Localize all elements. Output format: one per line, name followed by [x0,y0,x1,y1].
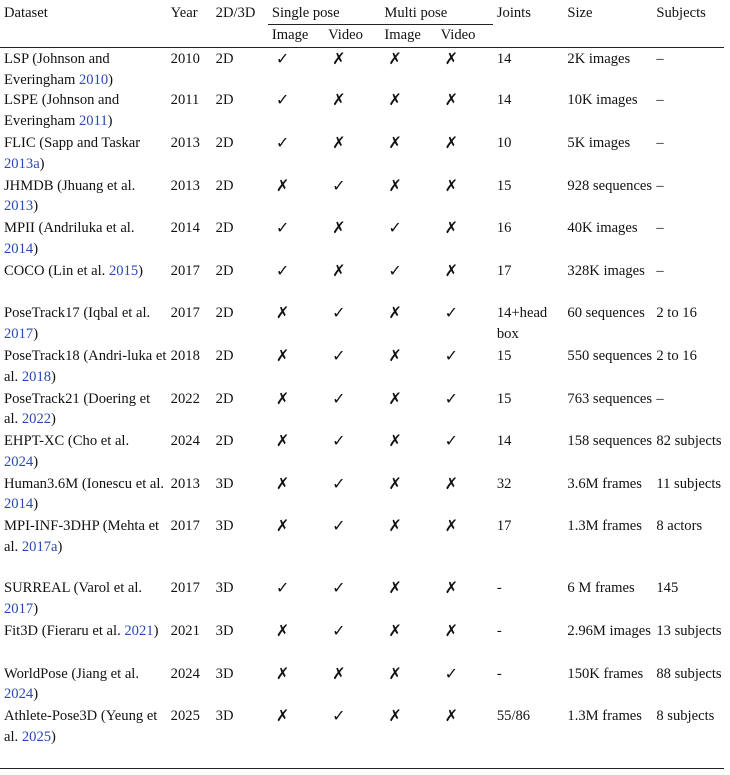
subjects-cell: 2 to 16 [656,347,697,364]
header-single-pose: Single pose [268,0,380,24]
subjects-cell: – [656,177,664,194]
citation-link[interactable]: 2017 [4,600,34,617]
subjects-cell: – [656,390,664,407]
size-cell: 928 sequences [567,177,653,194]
multi-video-mark: ✗ [444,132,459,152]
dataset-name: SURREAL (Varol et al. [4,580,143,597]
single-video-mark: ✓ [332,516,346,536]
subjects-cell: 145 [656,580,679,597]
year-cell: 2017 [170,262,200,279]
size-cell: 2.96M images [567,622,651,639]
dim-cell: 2D [215,305,234,322]
table-body [0,48,724,768]
multi-video-mark: ✗ [444,620,459,640]
dataset-name: MPII (Andriluka et al. [4,220,135,237]
dataset-tail: ) [33,198,39,215]
multi-image-mark: ✗ [388,578,402,598]
citation-link[interactable]: 2022 [21,411,52,428]
dataset-cell [0,261,167,304]
dim-cell: 3D [215,475,234,492]
subjects-cell: 88 subjects [656,665,722,682]
citation-link[interactable]: 2014 [4,496,34,513]
joints-cell: 14 [496,433,512,450]
header-size: Size [567,5,593,21]
dim-cell: 2D [215,134,234,151]
multi-image-mark: ✗ [388,706,402,726]
dataset-name: WorldPose (Jiang et al. [4,665,140,682]
table-row [0,48,724,91]
table-row [0,621,724,664]
single-image-mark: ✗ [275,431,290,451]
multi-image-mark: ✗ [388,620,402,640]
joints-cell: 14 [496,92,512,109]
dataset-tail: ) [51,411,56,428]
multi-image-mark: ✗ [388,516,402,536]
joints-cell: - [496,665,502,682]
single-image-mark: ✓ [275,218,290,238]
size-cell: 550 sequences [567,347,653,364]
header-dim: 2D/3D [215,5,256,21]
citation-link[interactable]: 2010 [78,71,109,88]
single-image-mark: ✗ [275,620,290,640]
multi-image-mark: ✓ [388,218,402,238]
subjects-cell: – [656,134,664,151]
subjects-cell: – [656,262,664,279]
year-cell: 2017 [170,518,200,535]
single-video-mark: ✗ [332,218,346,238]
multi-video-mark: ✗ [444,578,459,598]
header-multi-image: Image [384,26,421,43]
year-cell: 2021 [170,622,200,639]
multi-image-mark: ✗ [388,431,402,451]
multi-video-mark: ✗ [444,516,459,536]
multi-video-mark: ✓ [444,345,459,365]
single-image-mark: ✗ [275,303,290,323]
year-cell: 2010 [170,51,200,68]
dim-cell: 3D [215,580,234,597]
multi-video-mark: ✓ [444,431,459,451]
header-multi-pose: Multi pose [380,0,492,24]
size-cell: 3.6M frames [567,475,642,492]
header-joints: Joints [496,5,531,21]
size-cell: 1.3M frames [567,518,642,535]
joints-cell: 17 [496,262,512,279]
dim-cell: 2D [215,220,234,237]
multi-video-mark: ✗ [444,175,459,195]
table-row [0,261,724,304]
multi-image-mark: ✗ [388,175,402,195]
single-video-mark: ✓ [332,578,346,598]
dim-cell: 3D [215,665,234,682]
citation-link[interactable]: 2021 [124,622,154,639]
dataset-tail: ) [33,686,39,703]
dataset-name: Human3.6M (Ionescu et al. [4,475,165,492]
single-video-mark: ✓ [332,473,346,493]
citation-link[interactable]: 2018 [21,368,52,385]
multi-image-mark: ✗ [388,49,402,69]
dataset-cell [0,346,167,389]
year-cell: 2017 [170,580,200,597]
subjects-cell: – [656,51,664,68]
year-cell: 2011 [170,92,200,109]
joints-cell: 17 [496,518,512,535]
joints-cell: 14+head box [496,305,548,342]
dataset-tail: ) [33,325,39,342]
dataset-tail: ) [51,728,56,745]
header-subjects: Subjects [656,5,706,21]
dataset-cell [0,706,167,768]
dataset-name: PoseTrack17 (Iqbal et al. [4,305,151,322]
citation-link[interactable]: 2011 [78,112,108,129]
multi-video-mark: ✗ [444,706,459,726]
citation-link[interactable]: 2017 [4,325,34,342]
citation-link[interactable]: 2013 [4,198,34,215]
citation-link[interactable]: 2024 [4,686,34,703]
dataset-tail: ) [33,600,39,617]
single-video-mark: ✓ [332,303,346,323]
dim-cell: 2D [215,262,234,279]
size-cell: 158 sequences [567,433,653,450]
single-video-mark: ✓ [332,431,346,451]
year-cell: 2013 [170,134,200,151]
subjects-cell: 13 subjects [656,622,722,639]
year-cell: 2025 [170,708,200,725]
citation-link[interactable]: 2024 [4,453,34,470]
multi-image-mark: ✗ [388,663,402,683]
multi-video-mark: ✓ [444,303,459,323]
dataset-tail: ) [153,622,159,639]
size-cell: 150K frames [567,665,644,682]
dim-cell: 2D [215,433,234,450]
table-row [0,218,724,261]
table-row [0,706,724,768]
subjects-cell: 8 subjects [656,708,715,725]
multi-video-mark: ✗ [444,218,459,238]
table-row [0,431,724,474]
dataset-cell [0,431,167,474]
single-image-mark: ✓ [275,90,290,110]
dataset-tail: ) [33,240,39,257]
dataset-cell [0,303,167,346]
dim-cell: 2D [215,92,234,109]
header-dataset: Dataset [4,5,48,21]
multi-video-mark: ✓ [444,388,459,408]
subjects-cell: – [656,92,664,109]
subjects-cell: – [656,220,664,237]
dataset-name: COCO (Lin et al. [4,262,109,279]
dataset-cell [0,621,167,664]
joints-cell: 14 [496,51,512,68]
single-image-mark: ✗ [275,516,290,536]
single-image-mark: ✗ [275,388,290,408]
single-image-mark: ✗ [275,345,290,365]
dataset-cell [0,218,167,261]
dataset-tail: ) [39,155,45,172]
dim-cell: 2D [215,347,234,364]
size-cell: 763 sequences [567,390,653,407]
size-cell: 5K images [567,134,631,151]
dataset-cell [0,664,167,707]
dataset-name: FLIC (Sapp and Taskar [4,134,141,151]
dataset-cell [0,474,167,517]
joints-cell: 15 [496,347,512,364]
subjects-cell: 82 subjects [656,433,722,450]
single-image-mark: ✗ [275,175,290,195]
header-year: Year [170,5,198,21]
citation-link[interactable]: 2013a [4,155,40,172]
joints-cell: 55/86 [496,708,531,725]
dataset-name: MPI-INF-3DHP (Mehta et al. [4,518,160,555]
multi-image-mark: ✗ [388,90,402,110]
size-cell: 2K images [567,51,631,68]
size-cell: 10K images [567,92,638,109]
header-single-video: Video [328,26,363,43]
year-cell: 2022 [170,390,200,407]
dataset-tail: ) [33,496,39,513]
single-video-mark: ✗ [332,90,346,110]
single-video-mark: ✗ [332,260,346,280]
joints-cell: 15 [496,390,512,407]
dataset-name: PoseTrack18 (Andri-luka et al. [4,347,167,385]
year-cell: 2014 [170,220,200,237]
table-header [0,0,724,48]
dataset-name: LSPE (Johnson and Everingham [4,92,120,129]
multi-video-mark: ✗ [444,473,459,493]
multi-video-mark: ✗ [444,260,459,280]
year-cell: 2013 [170,475,200,492]
size-cell: 40K images [567,220,638,237]
dataset-name: Fit3D (Fieraru et al. [4,622,125,639]
table-row [0,176,724,219]
single-video-mark: ✓ [332,345,346,365]
multi-video-mark: ✗ [444,49,459,69]
single-image-mark: ✓ [275,132,290,152]
year-cell: 2024 [170,665,200,682]
year-cell: 2024 [170,433,200,450]
multi-image-mark: ✗ [388,132,402,152]
dataset-tail: ) [107,112,113,129]
joints-cell: 32 [496,475,512,492]
multi-image-mark: ✗ [388,388,402,408]
single-video-mark: ✓ [332,706,346,726]
dataset-tail: ) [33,453,39,470]
dim-cell: 2D [215,390,234,407]
dataset-name: EHPT-XC (Cho et al. [4,433,130,450]
year-cell: 2018 [170,347,200,364]
dim-cell: 2D [215,51,234,68]
year-cell: 2013 [170,177,200,194]
table-row [0,303,724,346]
dim-cell: 3D [215,622,234,639]
single-image-mark: ✗ [275,473,290,493]
header-single-image: Image [271,26,309,43]
multi-image-mark: ✓ [388,260,402,280]
single-video-mark: ✓ [332,620,346,640]
header-multi-video: Video [440,26,476,43]
dataset-name: JHMDB (Jhuang et al. [4,177,136,194]
joints-cell: - [496,580,502,597]
citation-link[interactable]: 2014 [4,240,34,257]
multi-video-mark: ✗ [444,90,459,110]
dataset-cell [0,578,167,621]
joints-cell: 16 [496,220,512,237]
citation-link[interactable]: 2025 [21,728,52,745]
single-video-mark: ✓ [332,388,346,408]
single-video-mark: ✓ [332,175,346,195]
table-row [0,133,724,176]
multi-image-mark: ✗ [388,473,402,493]
dataset-cell [0,389,167,432]
single-video-mark: ✗ [332,49,346,69]
single-video-mark: ✗ [332,132,346,152]
single-image-mark: ✓ [275,578,290,598]
dim-cell: 3D [215,518,234,535]
multi-image-mark: ✗ [388,303,402,323]
table-row [0,474,724,517]
table-row [0,90,724,133]
dataset-name: PoseTrack21 (Doering et al. [4,390,151,428]
single-image-mark: ✓ [275,49,290,69]
joints-cell: 10 [496,134,512,151]
dataset-tail: ) [57,538,63,555]
table-row [0,664,724,707]
dataset-tail: ) [138,262,144,279]
dataset-name: Athlete-Pose3D (Yeung et al. [4,708,158,745]
subjects-cell: 8 actors [656,518,703,535]
size-cell: 6 M frames [567,580,635,597]
multi-video-mark: ✓ [444,663,459,683]
single-image-mark: ✗ [275,663,290,683]
size-cell: 1.3M frames [567,708,642,725]
dataset-tail: ) [108,71,114,88]
table-row [0,516,724,578]
single-image-mark: ✗ [275,706,290,726]
multi-image-mark: ✗ [388,345,402,365]
dataset-cell [0,176,167,219]
dataset-cell [0,516,167,578]
dataset-cell [0,133,167,176]
citation-link[interactable]: 2015 [108,262,139,279]
year-cell: 2017 [170,305,200,322]
dataset-cell [0,90,167,133]
dim-cell: 2D [215,177,234,194]
dim-cell: 3D [215,708,234,725]
subjects-cell: 11 subjects [656,475,722,492]
table-row [0,389,724,432]
table-row [0,346,724,389]
single-image-mark: ✓ [275,260,290,280]
dataset-tail: ) [51,368,56,385]
dataset-name: LSP (Johnson and Everingham [4,51,110,88]
joints-cell: 15 [496,177,512,194]
dataset-cell [0,48,167,91]
size-cell: 328K images [567,262,645,279]
subjects-cell: 2 to 16 [656,305,697,322]
citation-link[interactable]: 2017a [21,538,58,555]
size-cell: 60 sequences [567,305,645,322]
table-row [0,578,724,621]
single-video-mark: ✗ [332,663,346,683]
joints-cell: - [496,622,502,639]
